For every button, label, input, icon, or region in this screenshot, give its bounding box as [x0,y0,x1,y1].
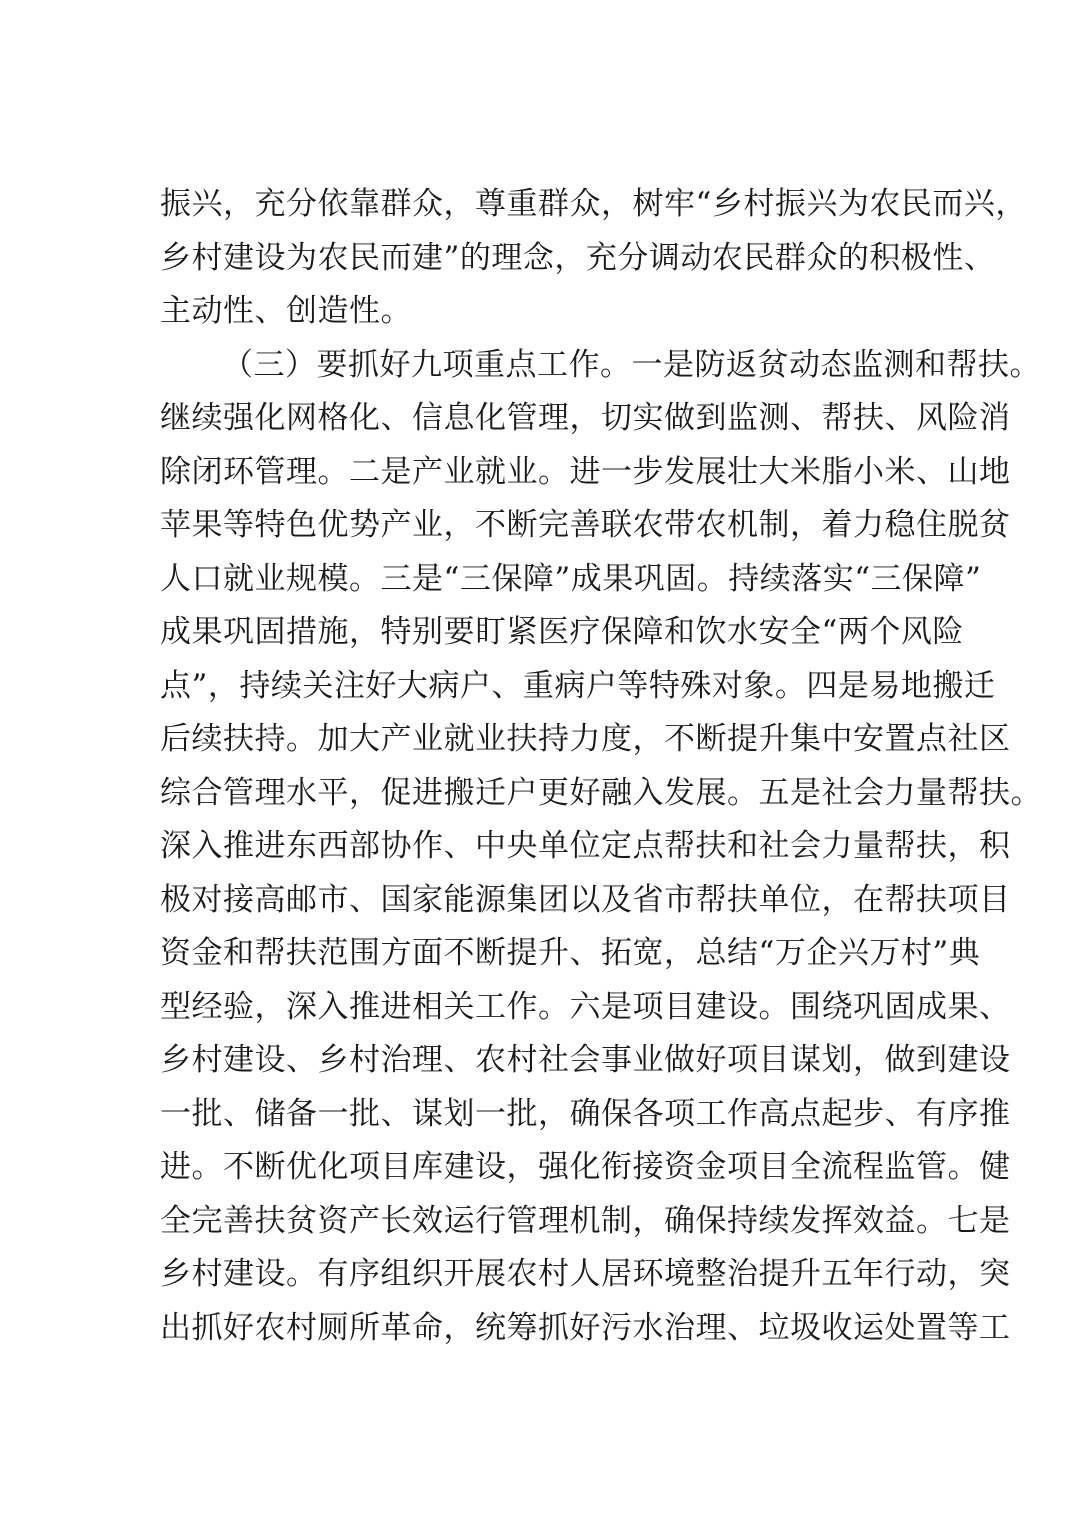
body-text [160,178,1042,1355]
text-line: 除闭环管理。二是产业就业。进一步发展壮大米脂小米、山地 [160,453,1011,490]
text-line: 资金和帮扶范围方面不断提升、拓宽，总结“万企兴万村”典 [160,935,981,971]
text-line: 点”，持续关注好大病户、重病户等特殊对象。四是易地搬迁 [160,667,996,704]
text-line: 全完善扶贫资产长效运行管理机制，确保持续发挥效益。七是 [160,1202,1011,1239]
text-line: 成果巩固措施，特别要盯紧医疗保障和饮水安全“两个风险 [160,614,964,650]
text-line: 出抓好农村厕所革命，统筹抓好污水治理、垃圾收运处置等工 [160,1309,1011,1346]
text-line: 乡村建设、乡村治理、农村社会事业做好项目谋划，做到建设 [160,1042,1011,1078]
text-line: （三）要抓好九项重点工作。一是防返贫动态监测和帮扶。 [222,346,1041,383]
paragraph [160,178,1027,339]
text-line: 综合管理水平，促进搬迁户更好融入发展。五是社会力量帮扶。 [160,774,1042,811]
text-line: 一批、储备一批、谋划一批，确保各项工作高点起步、有序推 [160,1095,1011,1132]
text-line: 极对接高邮市、国家能源集团以及省市帮扶单位，在帮扶项目 [160,881,1011,918]
text-line: 进。不断优化项目库建设，强化衔接资金项目全流程监管。健 [160,1149,1011,1185]
text-line: 型经验，深入推进相关工作。六是项目建设。围绕巩固成果、 [160,988,1011,1025]
text-line: 后续扶持。加大产业就业扶持力度，不断提升集中安置点社区 [160,721,1011,757]
text-line: 继续强化网格化、信息化管理，切实做到监测、帮扶、风险消 [160,400,1011,436]
paragraph [160,339,1042,1356]
text-line: 乡村建设。有序组织开展农村人居环境整治提升五年行动，突 [160,1256,1011,1292]
text-line: 振兴，充分依靠群众，尊重群众，树牢“乡村振兴为农民而兴， [160,186,1027,222]
text-line: 深入推进东西部协作、中央单位定点帮扶和社会力量帮扶，积 [160,828,1011,864]
text-line: 人口就业规模。三是“三保障”成果巩固。持续落实“三保障” [160,560,982,597]
text-line: 乡村建设为农民而建”的理念，充分调动农民群众的积极性、 [160,239,996,276]
text-line: 苹果等特色优势产业，不断完善联农带农机制，着力稳住脱贫 [160,507,1011,543]
text-line: 主动性、创造性。 [160,293,412,329]
